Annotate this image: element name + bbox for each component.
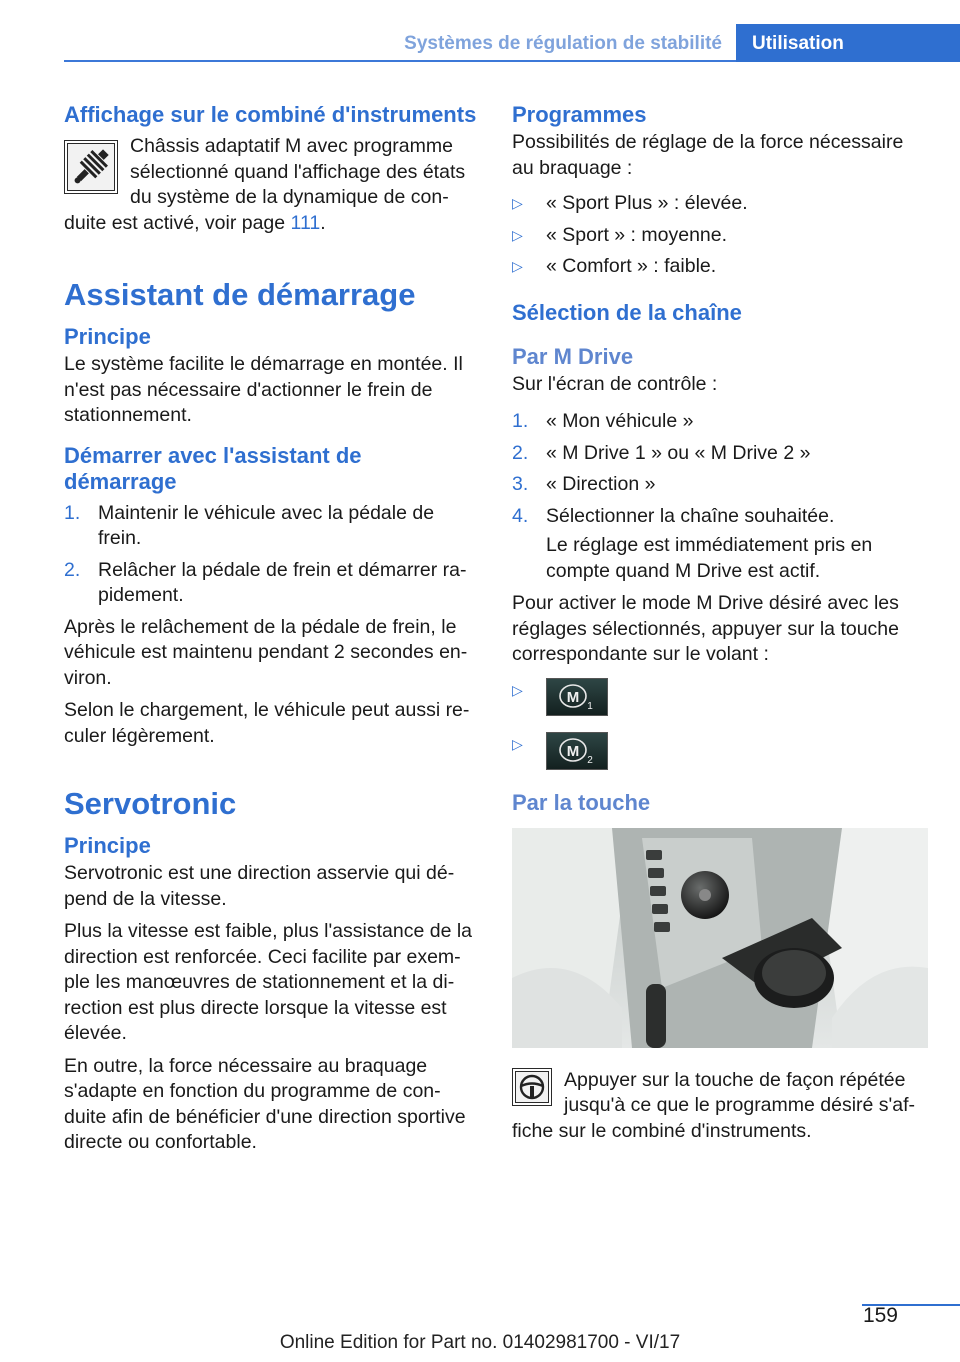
programmes-list	[512, 191, 928, 280]
chassis-paragraph	[64, 134, 480, 236]
step-number: 2.	[64, 558, 81, 581]
m2-number: 2	[587, 754, 593, 766]
subtitle-programmes: Programmes	[512, 102, 647, 127]
step-number: 4.	[512, 504, 529, 527]
center-console-illustration	[512, 828, 928, 1048]
mdrive-steps	[512, 409, 928, 529]
m2-letter: M	[566, 742, 580, 760]
principe-1-text: Le système facilite le démarrage en montée. Il n'est pas nécessaire d'actionner le frein de stationnement.	[64, 353, 463, 426]
m1-number: 1	[587, 700, 593, 712]
page-number: 159	[862, 1304, 898, 1327]
servotronic-text-3: En outre, la force nécessaire au braquage s'adapte en fonction du programme de con‐duite afin de bénéficier d'une direction sportive directe ou confortable.	[64, 1054, 466, 1153]
subtitle-principe-1: Principe	[64, 324, 151, 349]
touche-paragraph	[512, 1068, 928, 1146]
shock-absorber-icon	[64, 140, 118, 194]
subtitle-demarrer: Démarrer avec l'assistant de démarrage	[64, 442, 362, 494]
step-number: 2.	[512, 441, 529, 464]
header-section-title: Systèmes de régulation de stabilité	[404, 33, 722, 54]
triangle-bullet-icon: ▷	[512, 681, 523, 698]
triangle-bullet-icon: ▷	[512, 735, 523, 752]
right-column	[512, 102, 928, 1146]
m2-steering-button-icon	[546, 732, 608, 770]
subtitle-principe-2: Principe	[64, 833, 151, 858]
step-number: 1.	[512, 410, 529, 432]
list-item: 3. « Direction »	[512, 472, 928, 498]
m-buttons-list	[512, 678, 928, 770]
steering-wheel-icon	[512, 1068, 552, 1106]
edition-note: Online Edition for Part no. 01402981700 - VI/17	[279, 1332, 681, 1353]
header-bar	[64, 28, 736, 62]
demarrer-steps	[64, 501, 480, 609]
left-column	[64, 102, 480, 1163]
list-item: ▷ « Sport » : moyenne.	[512, 223, 928, 249]
center-console-photo	[512, 828, 928, 1048]
page-reference-link[interactable]: 111	[290, 211, 321, 234]
m1-letter: M	[566, 688, 580, 706]
step-4-note: Le réglage est immédiatement pris en compte quand M Drive est actif.	[546, 534, 873, 582]
section-title-affichage: Affichage sur le combiné d'instruments	[64, 102, 477, 127]
list-item	[512, 732, 928, 770]
subtitle-selection-chaine: Sélection de la chaîne	[512, 299, 742, 325]
list-item: 1. « Mon véhicule »	[512, 409, 928, 435]
list-item: 1. Maintenir le véhicule avec la pédale de frein.	[64, 501, 435, 549]
mdrive-text: Sur l'écran de contrôle :	[512, 372, 718, 395]
list-item: ▷ « Sport Plus » : élevée.	[512, 191, 928, 217]
subtitle-par-m-drive: Par M Drive	[512, 343, 634, 369]
chassis-text: Châssis adaptatif M avec programme sélectionné quand l'affichage des états du système de la dynamique de con‐duite est activé, voir page 111.	[64, 135, 466, 234]
triangle-bullet-icon: ▷	[512, 226, 523, 243]
chapter-title-servotronic: Servotronic	[64, 786, 237, 821]
list-item: 4. Sélectionner la chaîne souhaitée.	[512, 504, 928, 530]
subtitle-par-la-touche: Par la touche	[512, 789, 651, 815]
touche-text: Appuyer sur la touche de façon répétée jusqu'à ce que le programme désiré s'af‐fiche sur le combiné d'instruments.	[512, 1068, 916, 1142]
activate-text: Pour activer le mode M Drive désiré avec les réglages sélectionnés, appuyer sur la touche correspondante sur le volant :	[512, 592, 899, 665]
triangle-bullet-icon: ▷	[512, 258, 523, 274]
servotronic-text-2: Plus la vitesse est faible, plus l'assistance de la direction est renforcée. Ceci facilite par exem‐ple les manœuvres de stationnement et la di‐rection est plus directe lorsque la vitesse est élevée.	[64, 920, 473, 1044]
list-item: 2. Relâcher la pédale de frein et démarrer ra‐pidement.	[64, 558, 467, 606]
programmes-text: Possibilités de réglage de la force nécessaire au braquage :	[512, 131, 904, 179]
after-release-text: Après le relâchement de la pédale de frein, le véhicule est maintenu pendant 2 secondes en‐viron.	[64, 615, 468, 689]
list-item	[512, 678, 928, 716]
servotronic-text-1: Servotronic est une direction asservie qui dé‐pend de la vitesse.	[64, 862, 455, 910]
header-chapter-tab[interactable]: Utilisation	[736, 24, 960, 62]
step-number: 3.	[512, 473, 529, 495]
triangle-bullet-icon: ▷	[512, 195, 523, 211]
load-text: Selon le chargement, le véhicule peut aussi re‐culer légèrement.	[64, 699, 470, 747]
chapter-title-assistant: Assistant de démarrage	[64, 277, 416, 312]
list-item: 2. « M Drive 1 » ou « M Drive 2 »	[512, 441, 928, 467]
list-item: ▷ « Comfort » : faible.	[512, 254, 928, 280]
m1-steering-button-icon	[546, 678, 608, 716]
step-number: 1.	[64, 501, 81, 524]
